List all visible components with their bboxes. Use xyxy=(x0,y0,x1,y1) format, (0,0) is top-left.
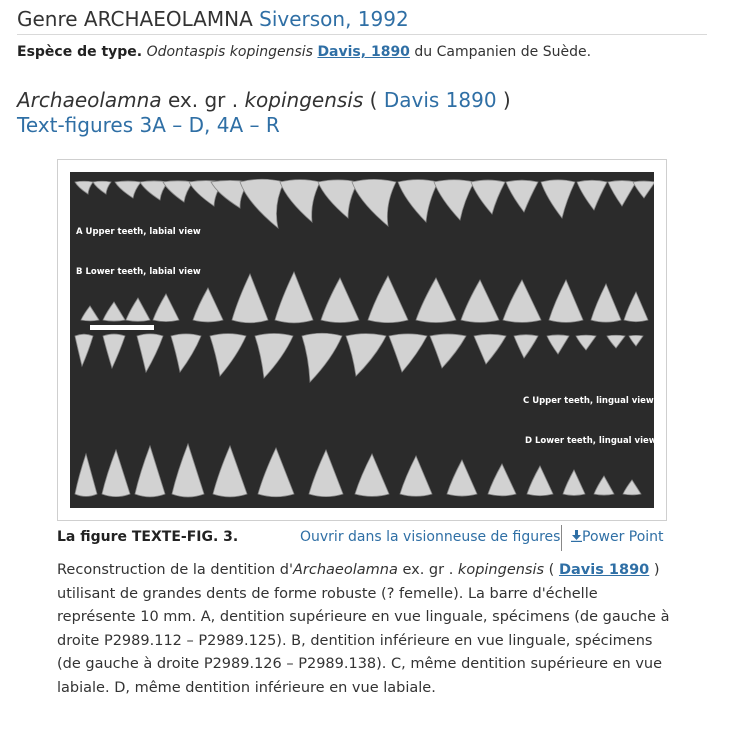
species-genus: Archaeolamna xyxy=(17,88,162,112)
genus-author-link[interactable]: Siverson, 1992 xyxy=(259,7,409,31)
figure-caption xyxy=(57,559,677,700)
genus-title xyxy=(17,4,707,34)
powerpoint-download-link[interactable] xyxy=(571,529,664,545)
species-close-paren: ) xyxy=(502,88,511,112)
caption-text-3: ( xyxy=(544,562,555,578)
genus-header xyxy=(17,4,707,35)
panel-label-b: B Lower teeth, labial view xyxy=(76,267,201,277)
teeth-photo[interactable] xyxy=(70,172,654,508)
species-ref-link[interactable]: Davis 1890 xyxy=(383,88,497,112)
caption-ref-link[interactable]: Davis 1890 xyxy=(558,562,650,578)
caption-epithet: kopingensis xyxy=(457,562,545,578)
caption-genus: Archaeolamna xyxy=(293,562,398,578)
open-figure-viewer-link[interactable]: Ouvrir dans la visionneuse de figures xyxy=(300,529,561,545)
species-title xyxy=(17,87,511,113)
teeth-plate-image xyxy=(70,172,654,508)
species-mid: ex. gr . xyxy=(167,88,239,112)
figure-frame xyxy=(57,159,667,521)
panel-label-a: A Upper teeth, labial view xyxy=(76,227,201,237)
caption-text-1: Reconstruction de la dentition d' xyxy=(57,562,293,578)
caption-text-4: ) utilisant de grandes dents de forme robuste (? femelle). La barre d'échelle représente 10 mm. A, dentition supérieure en vue linguale, spécimens (de gauche à droite P2989.112 – P2989.125). B, dentition inférieure en vue linguale, spécimens (de gauche à droite P2989.126 – P2989.138). C, même dentition supérieure en vue labiale. D, même dentition inférieure en vue labiale. xyxy=(57,562,670,696)
species-epithet: kopingensis xyxy=(244,88,364,112)
powerpoint-label: Power Point xyxy=(582,529,664,545)
genus-prefix: Genre ARCHAEOLAMNA xyxy=(17,7,253,31)
scale-bar xyxy=(90,325,154,330)
panel-label-d: D Lower teeth, lingual view xyxy=(525,436,654,446)
type-species-ref-link[interactable]: Davis, 1890 xyxy=(317,44,410,60)
panel-label-c: C Upper teeth, lingual view xyxy=(523,396,654,406)
figure-label: La figure TEXTE-FIG. 3. xyxy=(57,529,239,545)
download-icon xyxy=(571,530,582,542)
species-open-paren: ( xyxy=(369,88,378,112)
type-species-label: Espèce de type. xyxy=(17,44,143,60)
type-species-rest: du Campanien de Suède. xyxy=(414,44,592,60)
type-species-name: Odontaspis kopingensis xyxy=(146,44,313,60)
caption-text-2: ex. gr . xyxy=(397,562,454,578)
figure-caption-bar xyxy=(57,527,667,551)
separator xyxy=(561,525,562,551)
type-species-line xyxy=(17,44,591,60)
text-figures-link[interactable]: Text-figures 3A – D, 4A – R xyxy=(17,113,280,137)
